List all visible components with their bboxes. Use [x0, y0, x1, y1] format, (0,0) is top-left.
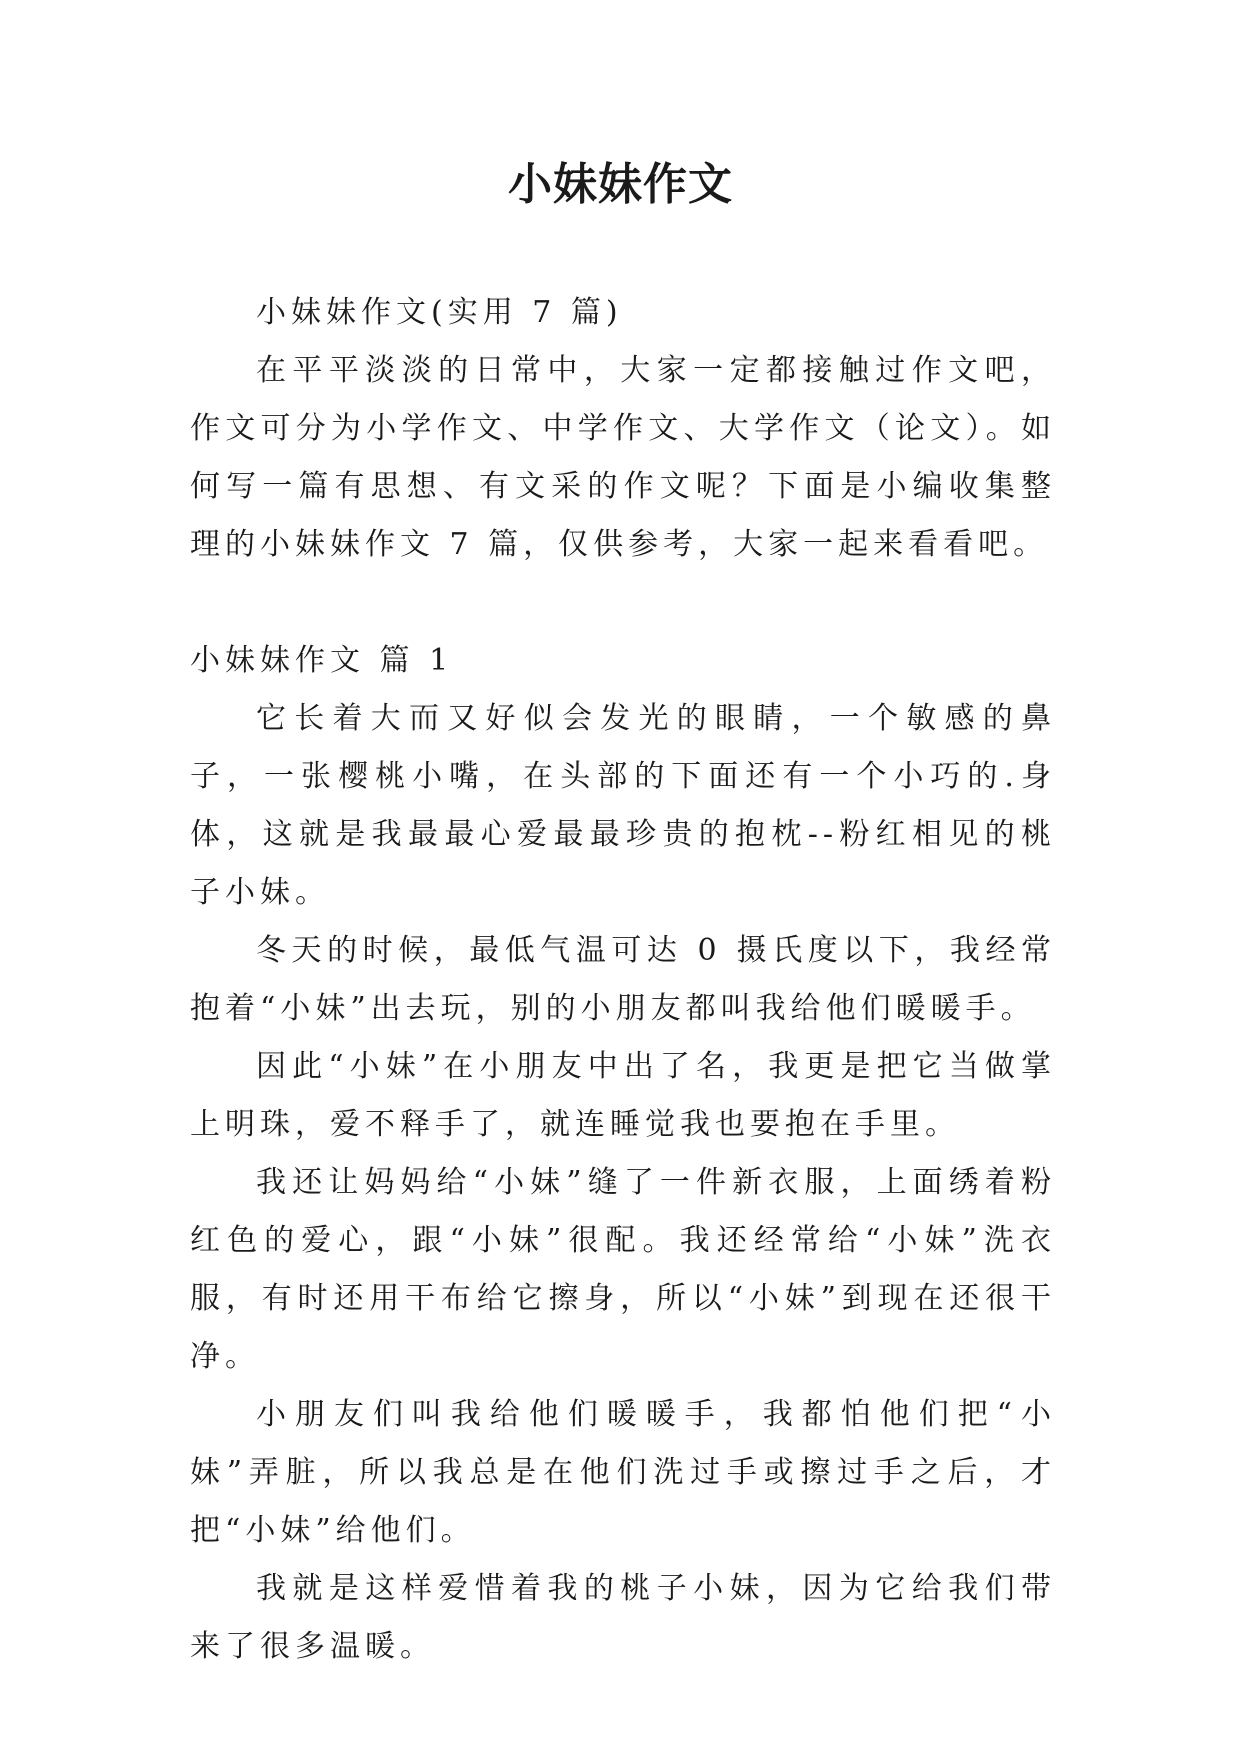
- document-body: [190, 284, 1056, 1676]
- paragraph: 我还让妈妈给“小妹”缝了一件新衣服，上面绣着粉红色的爱心，跟“小妹”很配。我还经常给“小妹”洗衣服，有时还用干布给它擦身，所以“小妹”到现在还很干净。: [190, 1165, 1056, 1374]
- paragraph: 我就是这样爱惜着我的桃子小妹，因为它给我们带来了很多温暖。: [190, 1571, 1056, 1664]
- section-heading: 小妹妹作文 篇 1: [190, 643, 454, 678]
- paragraph: 小朋友们叫我给他们暖暖手，我都怕他们把“小妹”弄脏，所以我总是在他们洗过手或擦过手之后，才把“小妹”给他们。: [190, 1397, 1056, 1548]
- paragraph-intro: 在平平淡淡的日常中，大家一定都接触过作文吧，作文可分为小学作文、中学作文、大学作文（论文）。如何写一篇有思想、有文采的作文呢？下面是小编收集整理的小妹妹作文 7 篇，仅供参考，大家一起来看看吧。: [190, 353, 1056, 562]
- paragraph-subtitle: 小妹妹作文(实用 7 篇): [256, 295, 623, 330]
- document-title: 小妹妹作文: [508, 159, 733, 210]
- paragraph: 因此“小妹”在小朋友中出了名，我更是把它当做掌上明珠，爱不释手了，就连睡觉我也要抱在手里。: [190, 1049, 1056, 1142]
- paragraph: 冬天的时候，最低气温可达 0 摄氏度以下，我经常抱着“小妹”出去玩，别的小朋友都叫我给他们暖暖手。: [190, 933, 1056, 1026]
- paragraph: 它长着大而又好似会发光的眼睛，一个敏感的鼻子，一张樱桃小嘴，在头部的下面还有一个小巧的.身体，这就是我最最心爱最最珍贵的抱枕--粉红相见的桃子小妹。: [190, 701, 1056, 910]
